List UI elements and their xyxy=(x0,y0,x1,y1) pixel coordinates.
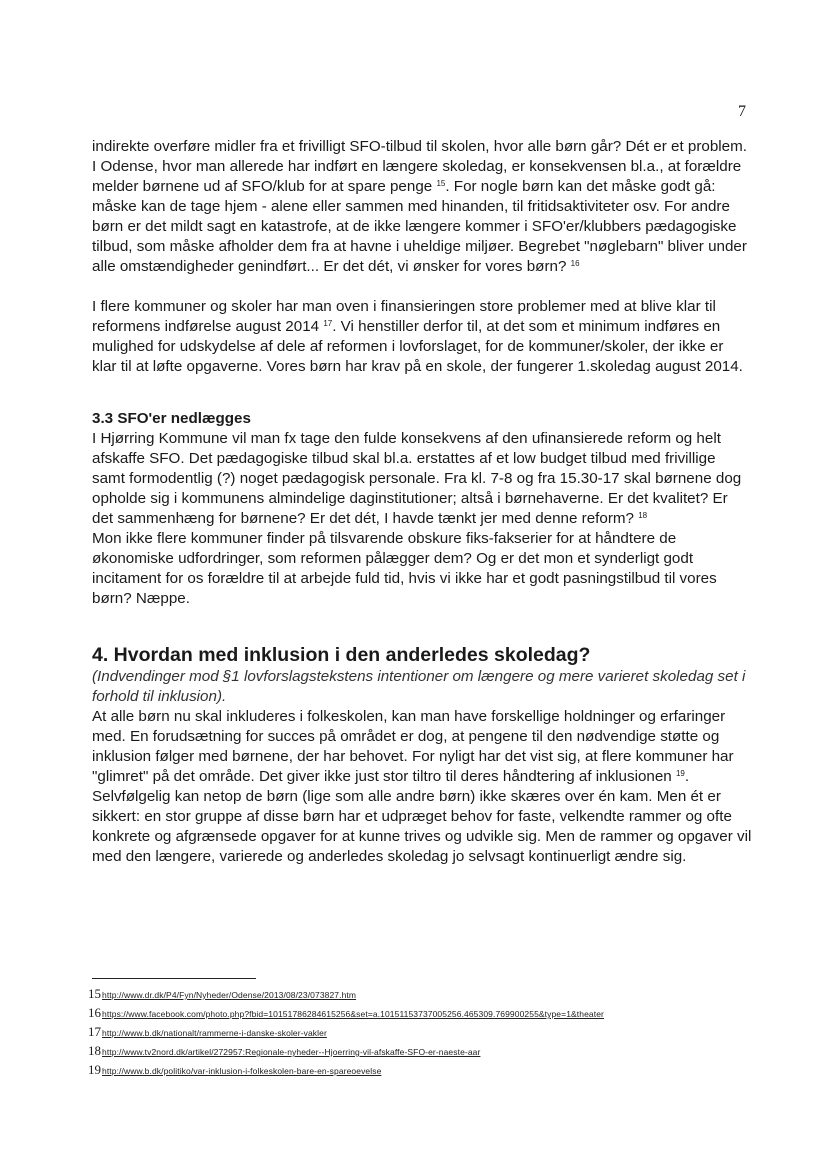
spacer xyxy=(92,609,752,643)
paragraph-hjorring: I Hjørring Kommune vil man fx tage den fulde konsekvens af den ufinansierede reform og helt afskaffe SFO. Det pædagogiske tilbud skal bl.a. erstattes af et low budget tilbud med frivillige samt formodentlig (?) noget pædagogisk personale. Fra kl. 7-8 og fra 15.30-17 skal børnene dog opholde sig i kommunens almindelige daginstitutioner; altså i børnehaverne. Er det kvalitet? Er det sammenhæng for børnene? Er det dét, I havde tænkt jer med denne reform? $^{18}$ xyxy=(92,430,742,527)
section-heading-4: 4. Hvordan med inklusion i den anderledes skoledag? xyxy=(92,644,591,666)
footnote-15: 15 http://www.dr.dk/P4/Fyn/Nyheder/Odense/2013/08/23/073827.htm xyxy=(88,986,357,1001)
footnote-ref-17[interactable]: 17 xyxy=(323,319,333,328)
footnote-19: 19 http://www.b.dk/politiko/var-inklusion-i-folkeskolen-bare-en-spareoevelse xyxy=(88,1062,382,1077)
footnote-ref-15[interactable]: 15 xyxy=(436,179,446,188)
paragraph-sfo-funding: indirekte overføre midler fra et frivilligt SFO-tilbud til skolen, hvor alle børn går? Dét er et problem. xyxy=(92,138,747,155)
footnote-link[interactable]: http://www.b.dk/nationalt/rammerne-i-danske-skoler-vakler xyxy=(102,1028,327,1038)
page-number: 7 xyxy=(738,103,746,120)
footnote-link[interactable]: http://www.b.dk/politiko/var-inklusion-i-folkeskolen-bare-en-spareoevelse xyxy=(102,1066,382,1076)
footnote-link[interactable]: http://www.dr.dk/P4/Fyn/Nyheder/Odense/2013/08/23/073827.htm xyxy=(102,990,357,1000)
footnote-link[interactable]: http://www.tv2nord.dk/artikel/272957:Regionale-nyheder--Hjoerring-vil-afskaffe-SFO-er-naeste-aar xyxy=(102,1047,481,1057)
spacer xyxy=(92,377,752,409)
footnotes xyxy=(88,986,768,1081)
footnote-ref-16[interactable]: 16 xyxy=(570,259,580,268)
paragraph-inclusion: At alle børn nu skal inkluderes i folkeskolen, kan man have forskellige holdninger og erfaringer med. En forudsætning for succes på området er dog, at pengene til den nødvendige støtte og inklusion følger med børnene, der har behovet. For nyligt har det vist sig, at flere kommuner har "glimret" på det område. Det giver ikke just stor tiltro til deres håndtering af inklusionen $^{19}$. xyxy=(92,708,734,785)
section-heading-3-3: 3.3 SFO'er nedlægges xyxy=(92,410,251,427)
footnote-18: 18 http://www.tv2nord.dk/artikel/272957:Regionale-nyheder--Hjoerring-vil-afskaffe-SFO-er-naeste-aar xyxy=(88,1043,481,1058)
paragraph-fiks-fakserier: Mon ikke flere kommuner finder på tilsvarende obskure fiks-fakserier for at håndtere de økonomiske udfordringer, som reformen pålægger dem? Og er det mon et synderligt godt incitament for os forældre til at arbejde fuld tid, hvis vi ikke har et godt pasningstilbud til vores børn? Næppe. xyxy=(92,530,717,607)
footnote-ref-18[interactable]: 18 xyxy=(638,511,648,520)
footnote-16: 16 https://www.facebook.com/photo.php?fbid=10151786284615256&set=a.10151153737005256.465309.769900255&type=1&theater xyxy=(88,1005,604,1020)
spacer xyxy=(92,277,752,297)
paragraph-municipalities: I flere kommuner og skoler har man oven i finansieringen store problemer med at blive klar til reformens indførelse august 2014 $^{17}$. Vi henstiller derfor til, at det som et minimum indføres en mulighed for udskydelse af dele af reformen i lovforslaget, for de kommuner/skoler, der ikke er klar til at løfte opgaverne. Vores børn har krav på en skole, der fungerer 1.skoledag august 2014. xyxy=(92,298,743,375)
paragraph-children-needs: Selvfølgelig kan netop de børn (lige som alle andre børn) ikke skæres over én kam. Men ét er sikkert: en stor gruppe af disse børn har et udpræget behov for faste, velkendte rammer og ofte konkrete og afgrænsede opgaver for at kunne trives og udvikle sig. Men de rammer og opgaver vil med den længere, varierede og anderledes skoledag jo selvsagt kontinuerligt ændre sig. xyxy=(92,788,752,865)
footnote-divider xyxy=(92,978,256,979)
section-subtitle-4: (Indvendinger mod §1 lovforslagstekstens intentioner om længere og mere varieret skoledag set i forhold til inklusion). xyxy=(92,668,746,705)
footnote-17: 17 http://www.b.dk/nationalt/rammerne-i-danske-skoler-vakler xyxy=(88,1024,327,1039)
paragraph-odense: I Odense, hvor man allerede har indført en længere skoledag, er konsekvensen bl.a., at forældre melder børnene ud af SFO/klub for at spare penge $^{15}$. For nogle børn kan det måske godt gå: måske kan de tage hjem - alene eller sammen med hinanden, til fritidsaktiviteter osv. For andre børn er det mildt sagt en katastrofe, at de ikke længere kommer i SFO'er/klubbers pædagogiske tilbud, som måske afholder dem fra at havne i uheldige miljøer. Begrebet "nøglebarn" bliver under alle omstændigheder genindført... Er det dét, vi ønsker for vores børn? $^{16}$ xyxy=(92,158,747,275)
document-body xyxy=(92,137,752,867)
footnote-link[interactable]: https://www.facebook.com/photo.php?fbid=10151786284615256&set=a.10151153737005256.465309.769900255&type=1&theater xyxy=(102,1009,604,1019)
footnote-ref-19[interactable]: 19 xyxy=(675,769,685,778)
